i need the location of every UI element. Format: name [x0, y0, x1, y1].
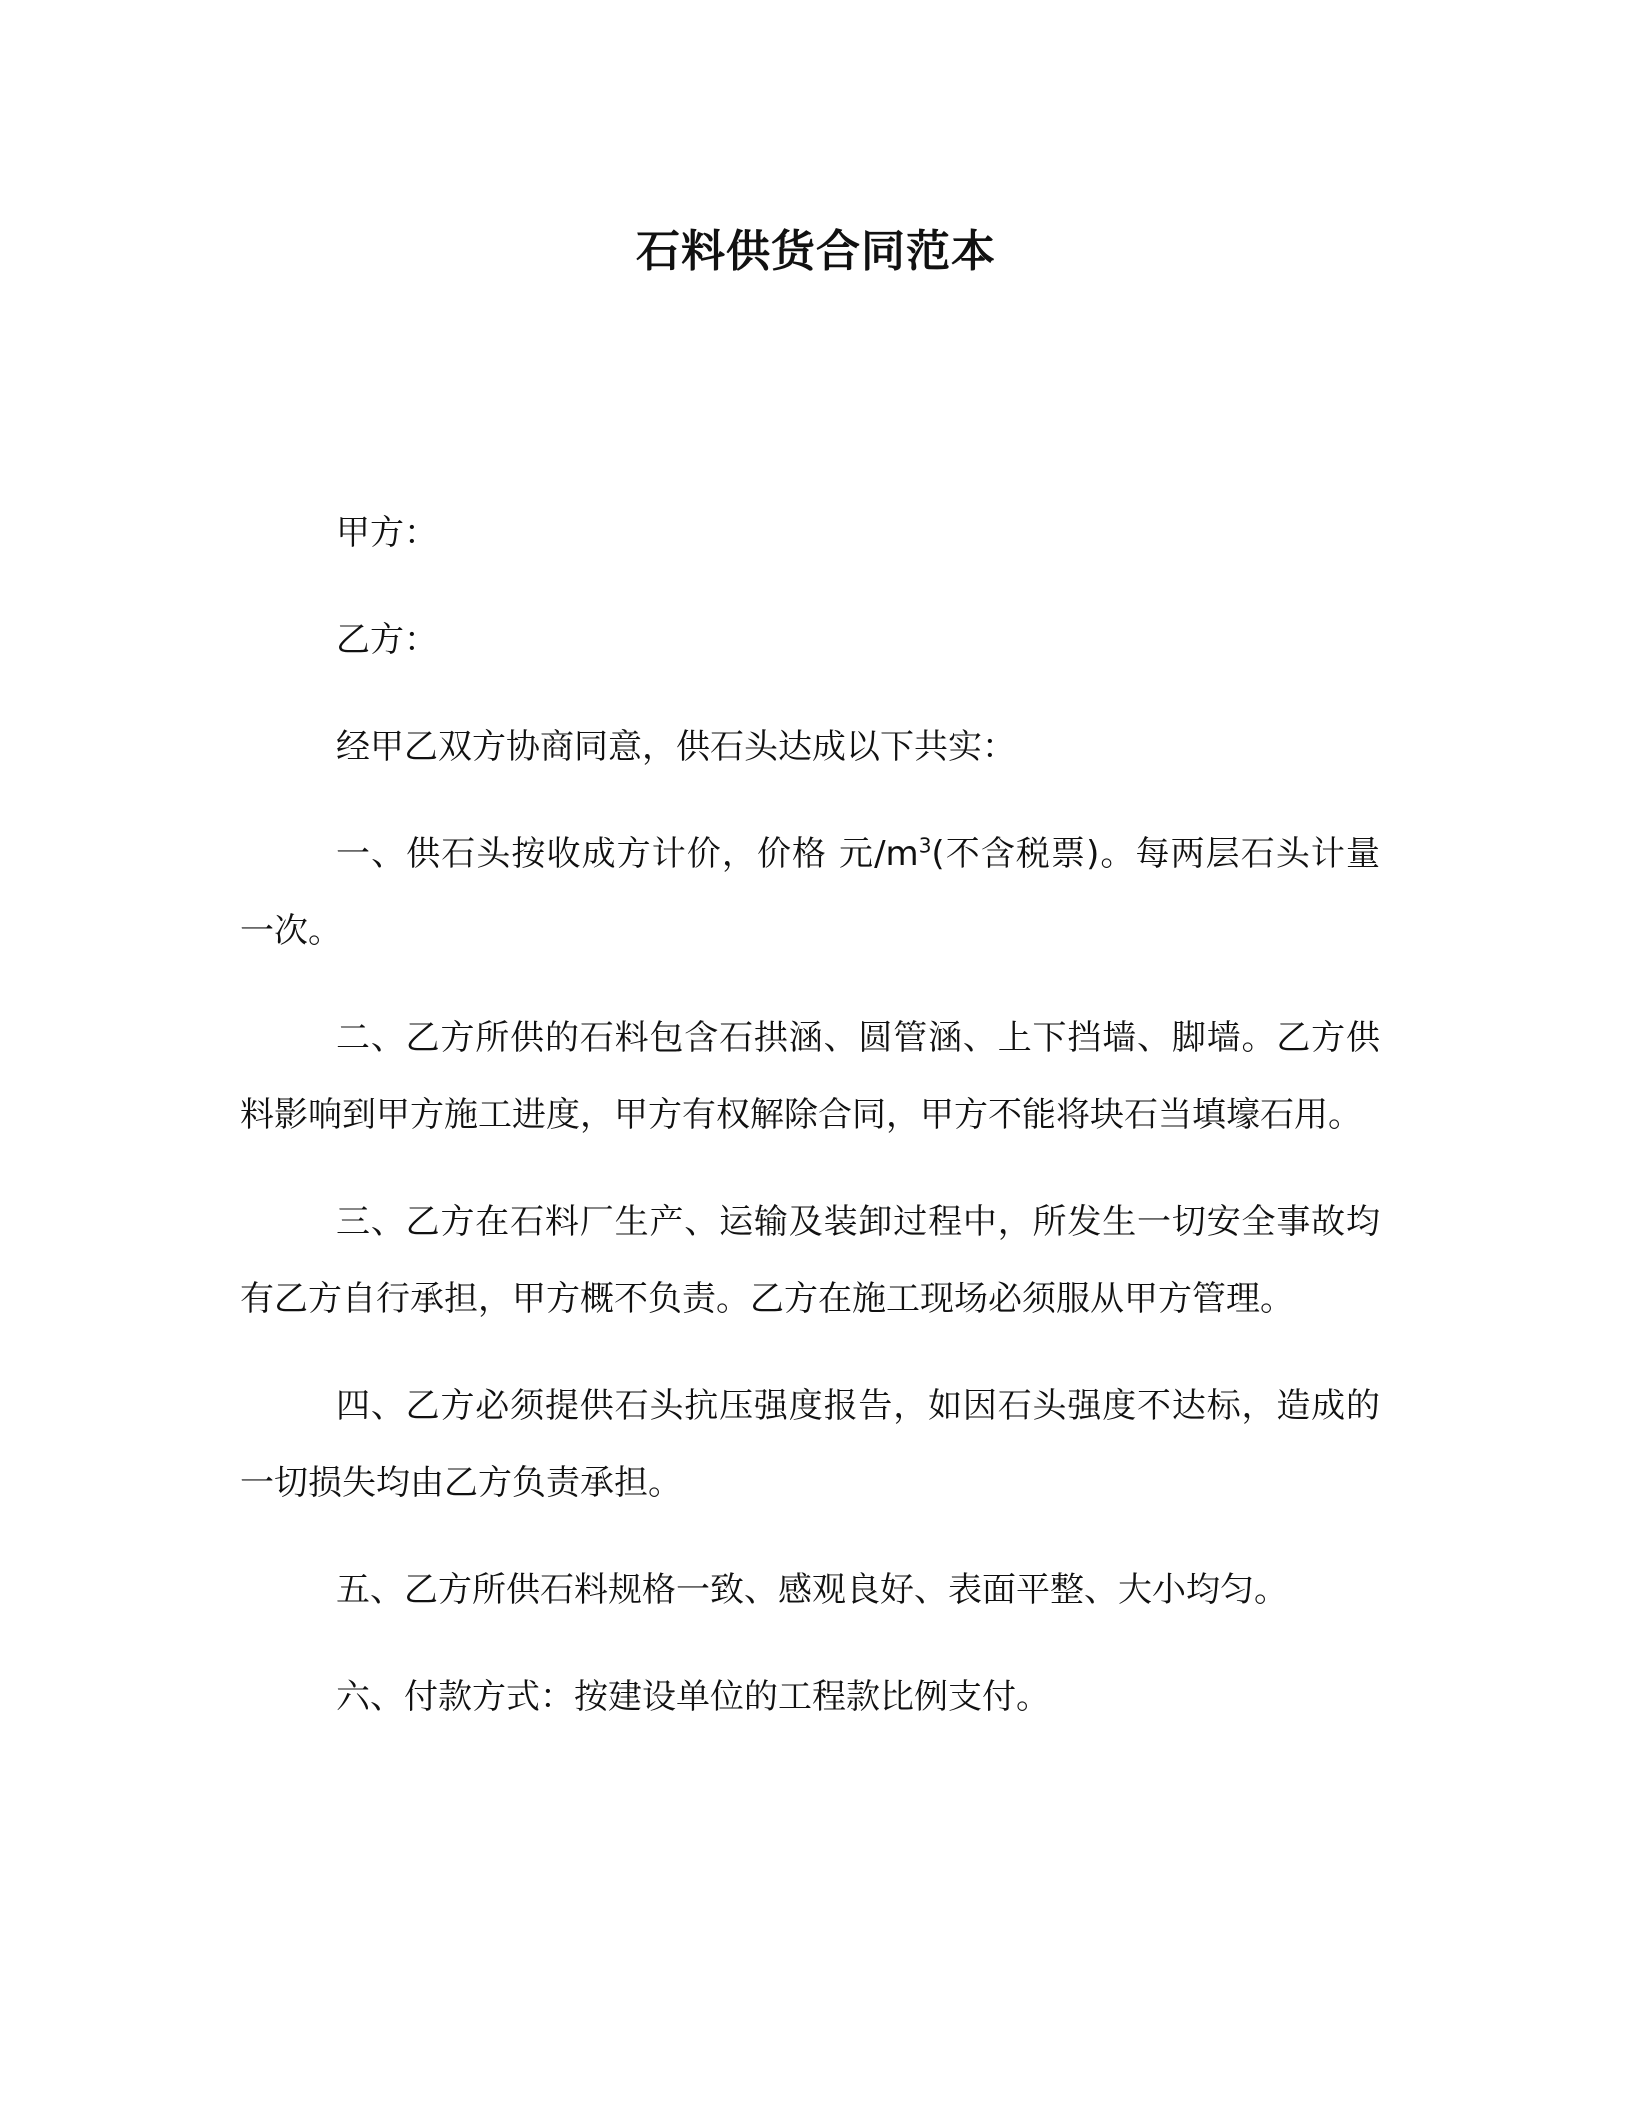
clause-4: 四、乙方必须提供石头抗压强度报告，如因石头强度不达标，造成的一切损失均由乙方负责承担。	[240, 1386, 1380, 1503]
clause-5: 五、乙方所供石料规格一致、感观良好、表面平整、大小均匀。	[336, 1570, 1288, 1610]
intro-paragraph: 经甲乙双方协商同意，供石头达成以下共实：	[336, 727, 1016, 767]
party-a-line: 甲方：	[336, 513, 438, 553]
clause-6: 六、付款方式：按建设单位的工程款比例支付。	[336, 1677, 1050, 1717]
clause-2: 二、乙方所供的石料包含石拱涵、圆管涵、上下挡墙、脚墙。乙方供料影响到甲方施工进度，甲方有权解除合同，甲方不能将块石当填壕石用。	[240, 1018, 1380, 1135]
clause-1-text-after: (不含税票)。每两层石头计量一次。	[240, 834, 1381, 951]
clause-1-superscript: 3	[918, 833, 932, 858]
clause-3: 三、乙方在石料厂生产、运输及装卸过程中，所发生一切安全事故均有乙方自行承担，甲方概不负责。乙方在施工现场必须服从甲方管理。	[240, 1202, 1380, 1319]
document-title: 石料供货合同范本	[636, 226, 996, 277]
document-body	[240, 495, 1380, 1766]
clause-1-text-before: 一、供石头按收成方计价，价格 元/m	[336, 834, 919, 874]
clause-1	[240, 816, 1380, 970]
party-b-line: 乙方：	[336, 620, 438, 660]
